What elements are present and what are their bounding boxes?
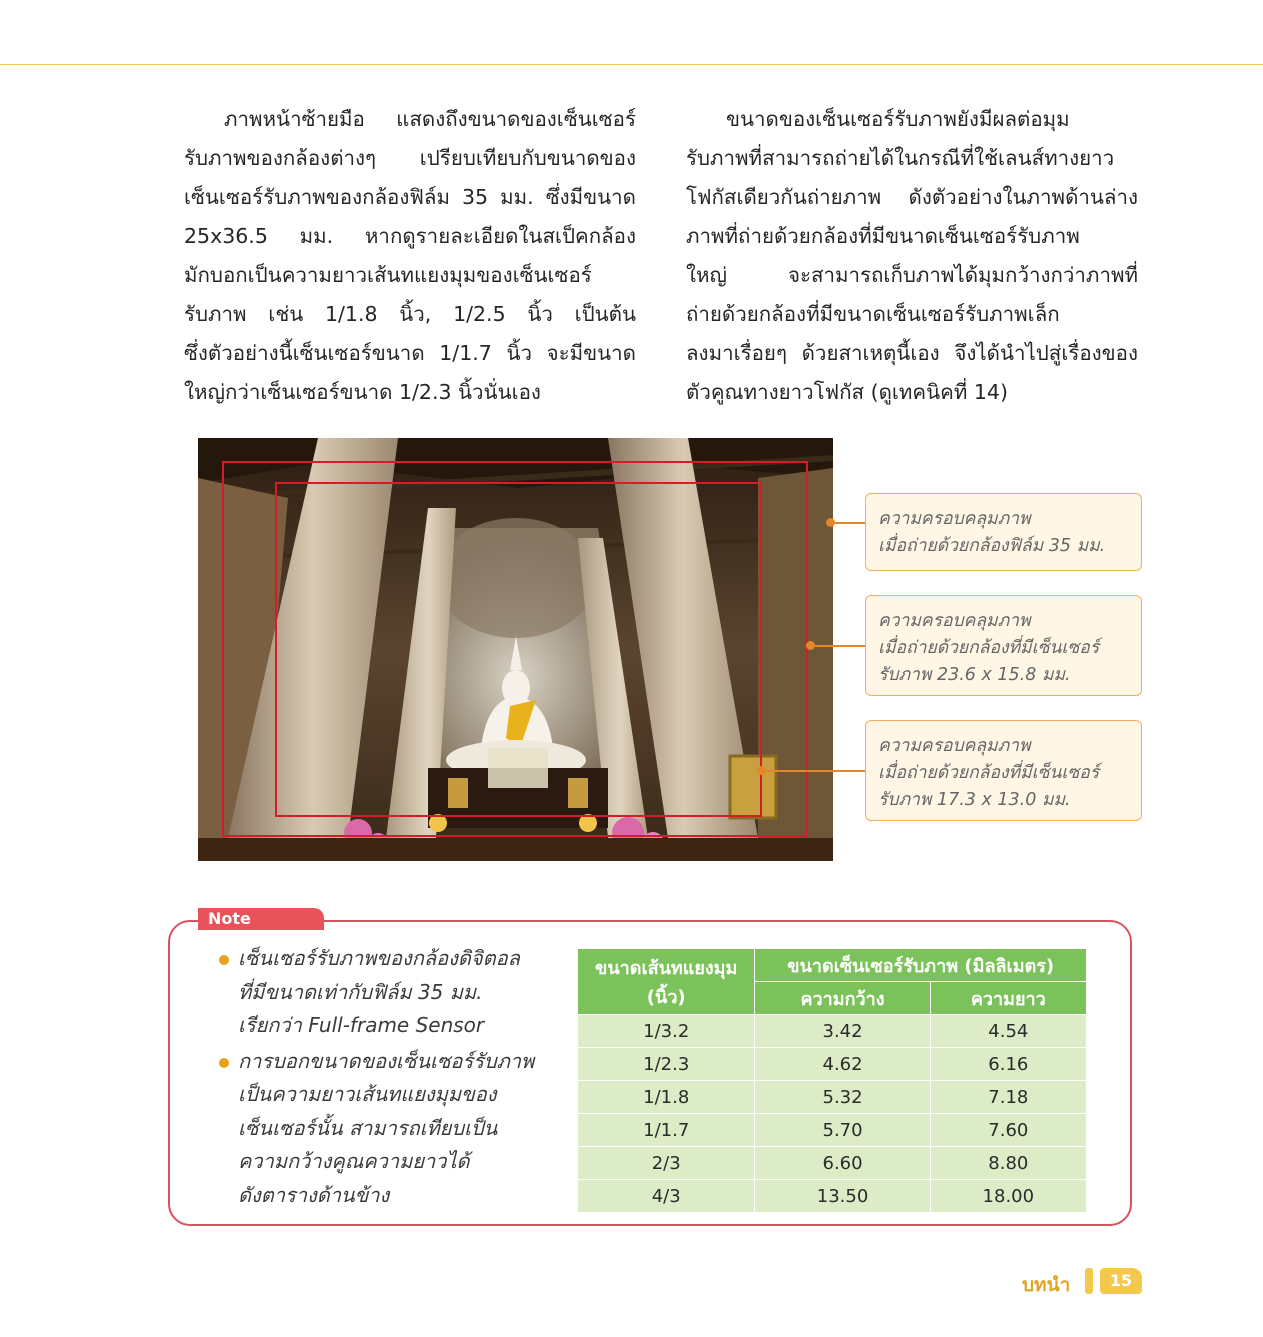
header-diagonal-line1: ขนาดเส้นทแยงมุม xyxy=(595,957,738,979)
callout-text: ความครอบคลุมภาพ xyxy=(878,611,1031,631)
note-tab: Note xyxy=(198,908,324,930)
callout-text: ความครอบคลุมภาพ xyxy=(878,736,1031,756)
callout-35mm xyxy=(865,493,1142,571)
header-diagonal xyxy=(578,949,755,1015)
cell-width: 13.50 xyxy=(755,1180,930,1213)
header-length: ความยาว xyxy=(930,982,1086,1015)
text-line: ภาพหน้าซ้ายมือ แสดงถึงขนาดของเซ็นเซอร์ xyxy=(224,107,636,131)
text-line: ใหญ่ จะสามารถเก็บภาพได้มุมกว้างกว่าภาพที่ xyxy=(686,263,1138,287)
callout-leader-3 xyxy=(761,770,866,772)
table-row xyxy=(578,1147,1087,1180)
callout-sensor-aps xyxy=(865,595,1142,696)
callout-leader-1 xyxy=(830,522,866,524)
cell-diagonal: 1/1.8 xyxy=(578,1081,755,1114)
text-line: รับภาพที่สามารถถ่ายได้ในกรณีที่ใช้เลนส์ทางยาว xyxy=(686,146,1115,170)
bullet-dot-icon xyxy=(219,1058,229,1068)
table-row xyxy=(578,1081,1087,1114)
page-number: 15 xyxy=(1100,1268,1142,1294)
bullet-dot-icon xyxy=(219,955,229,965)
note-bullets xyxy=(216,942,566,1212)
table-row xyxy=(578,1114,1087,1147)
table-row xyxy=(578,1015,1087,1048)
text-line: ขนาดของเซ็นเซอร์รับภาพยังมีผลต่อมุม xyxy=(726,107,1070,131)
cell-diagonal: 4/3 xyxy=(578,1180,755,1213)
header-width: ความกว้าง xyxy=(755,982,930,1015)
callout-text: เมื่อถ่ายด้วยกล้องที่มีเซ็นเซอร์ xyxy=(878,763,1100,783)
cell-length: 6.16 xyxy=(930,1048,1086,1081)
callout-text: ความครอบคลุมภาพ xyxy=(878,509,1031,529)
table-header-row xyxy=(578,949,1087,982)
callout-text: รับภาพ 17.3 x 13.0 มม. xyxy=(878,790,1071,810)
text-line: ลงมาเรื่อยๆ ด้วยสาเหตุนี้เอง จึงได้นำไปสู่เรื่องของ xyxy=(686,341,1138,365)
bullet-text: เรียกว่า Full-frame Sensor xyxy=(238,1013,485,1037)
text-line: ภาพที่ถ่ายด้วยกล้องที่มีขนาดเซ็นเซอร์รับภาพ xyxy=(686,224,1080,248)
text-line: เซ็นเซอร์รับภาพของกล้องฟิล์ม 35 มม. ซึ่งมีขนาด xyxy=(184,185,636,209)
note-bullet-item xyxy=(216,1045,566,1213)
text-line: ตัวคูณทางยาวโฟกัส (ดูเทคนิคที่ 14) xyxy=(686,380,1008,404)
cell-diagonal: 2/3 xyxy=(578,1147,755,1180)
cell-diagonal: 1/2.3 xyxy=(578,1048,755,1081)
cell-length: 7.18 xyxy=(930,1081,1086,1114)
table-row xyxy=(578,1048,1087,1081)
header-diagonal-line2: (นิ้ว) xyxy=(646,986,686,1008)
text-line: มักบอกเป็นความยาวเส้นทแยงมุมของเซ็นเซอร์ xyxy=(184,263,592,287)
bullet-text: ที่มีขนาดเท่ากับฟิล์ม 35 มม. xyxy=(238,979,483,1004)
callout-text: รับภาพ 23.6 x 15.8 มม. xyxy=(878,665,1071,685)
text-line: รับภาพของกล้องต่างๆ เปรียบเทียบกับขนาดของ xyxy=(184,146,636,170)
bullet-text: เซ็นเซอร์รับภาพของกล้องดิจิตอล xyxy=(238,946,520,970)
bullet-text: การบอกขนาดของเซ็นเซอร์รับภาพ xyxy=(238,1048,535,1073)
callout-sensor-4-3 xyxy=(865,720,1142,821)
header-sensor-size: ขนาดเซ็นเซอร์รับภาพ (มิลลิเมตร) xyxy=(755,949,1087,982)
cell-diagonal: 1/3.2 xyxy=(578,1015,755,1048)
text-line: รับภาพ เช่น 1/1.8 นิ้ว, 1/2.5 นิ้ว เป็นต้น xyxy=(184,302,636,326)
cell-diagonal: 1/1.7 xyxy=(578,1114,755,1147)
cell-length: 18.00 xyxy=(930,1180,1086,1213)
frame-sensor-23-6x15-8 xyxy=(275,482,762,817)
cell-length: 8.80 xyxy=(930,1147,1086,1180)
right-text-column xyxy=(686,100,1138,412)
note-bullet-item xyxy=(216,942,566,1043)
sensor-size-table xyxy=(577,948,1087,1213)
text-line: ซึ่งตัวอย่างนี้เซ็นเซอร์ขนาด 1/1.7 นิ้ว จะมีขนาด xyxy=(184,341,636,365)
cell-length: 4.54 xyxy=(930,1015,1086,1048)
cell-length: 7.60 xyxy=(930,1114,1086,1147)
bullet-text: เป็นความยาวเส้นทแยงมุมของ xyxy=(238,1082,497,1106)
right-paragraph xyxy=(686,100,1138,412)
cell-width: 3.42 xyxy=(755,1015,930,1048)
left-text-column xyxy=(184,100,636,412)
cell-width: 5.32 xyxy=(755,1081,930,1114)
top-divider xyxy=(0,64,1263,65)
footer-accent-bar xyxy=(1085,1268,1093,1294)
cell-width: 4.62 xyxy=(755,1048,930,1081)
cell-width: 6.60 xyxy=(755,1147,930,1180)
callout-text: เมื่อถ่ายด้วยกล้องฟิล์ม 35 มม. xyxy=(878,536,1106,556)
text-line: โฟกัสเดียวกันถ่ายภาพ ดังตัวอย่างในภาพด้านล่าง xyxy=(686,185,1138,209)
bullet-text: ความกว้างคูณความยาวได้ xyxy=(238,1149,470,1173)
section-label: บทนำ xyxy=(1022,1274,1071,1296)
left-paragraph xyxy=(184,100,636,412)
bullet-text: เซ็นเซอร์นั้น สามารถเทียบเป็น xyxy=(238,1115,498,1140)
text-line: ถ่ายด้วยกล้องที่มีขนาดเซ็นเซอร์รับภาพเล็ก xyxy=(686,302,1060,326)
bullet-text: ดังตารางด้านข้าง xyxy=(238,1182,390,1207)
cell-width: 5.70 xyxy=(755,1114,930,1147)
callout-leader-2 xyxy=(810,645,866,647)
text-line: 25x36.5 มม. หากดูรายละเอียดในสเป็คกล้อง xyxy=(184,224,636,248)
table-row xyxy=(578,1180,1087,1213)
callout-text: เมื่อถ่ายด้วยกล้องที่มีเซ็นเซอร์ xyxy=(878,638,1100,658)
text-line: ใหญ่กว่าเซ็นเซอร์ขนาด 1/2.3 นิ้วนั่นเอง xyxy=(184,380,541,404)
